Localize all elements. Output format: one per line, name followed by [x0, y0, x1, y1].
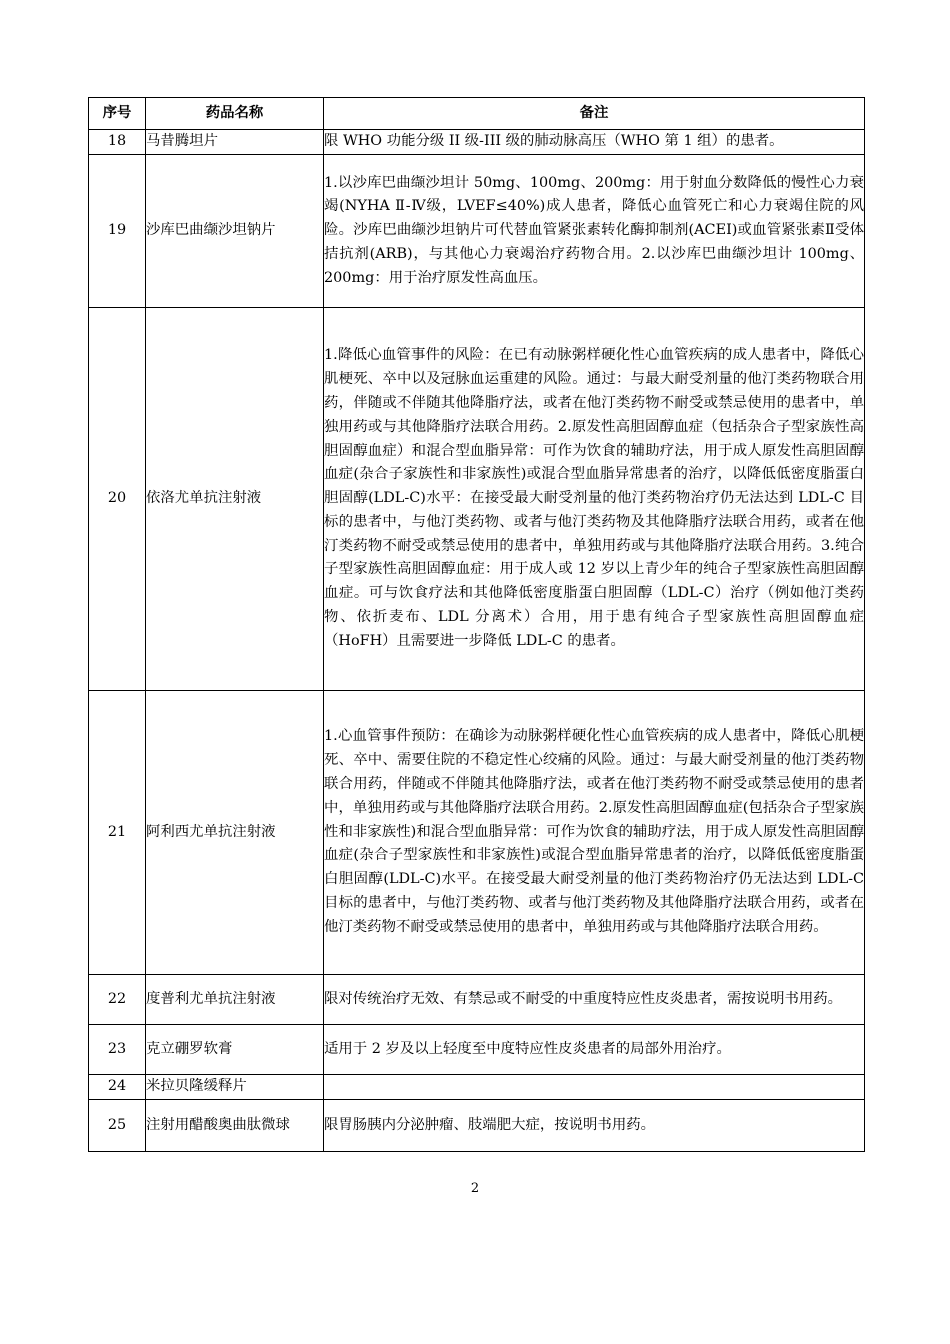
- row-num: 24: [89, 1075, 146, 1100]
- row-drug-name: 克立硼罗软膏: [146, 1025, 324, 1075]
- row-note: 限胃肠胰内分泌肿瘤、肢端肥大症，按说明书用药。: [324, 1100, 865, 1152]
- row-num: 18: [89, 130, 146, 155]
- row-note: 1.心血管事件预防：在确诊为动脉粥样硬化性心血管疾病的成人患者中，降低心肌梗死、卒中、需要住院的不稳定性心绞痛的风险。通过：与最大耐受剂量的他汀类药物联合用药，伴随或不伴随其他降脂疗法，或者在他汀类药物不耐受或禁忌使用的患者中，单独用药或与其他降脂疗法联合用药。2.原发性高胆固醇血症(包括杂合子型家族性和非家族性)和混合型血脂异常：可作为饮食的辅助疗法，用于成人原发性高胆固醇血症(杂合子型家族性和非家族性)或混合型血脂异常患者的治疗，以降低低密度脂蛋白胆固醇(LDL-C)水平。在接受最大耐受剂量的他汀类药物治疗仍无法达到 LDL-C 目标的患者中，与他汀类药物、或者与他汀类药物及其他降脂疗法联合用药，或者在他汀类药物不耐受或禁忌使用的患者中，单独用药或与其他降脂疗法联合用药。: [324, 691, 865, 975]
- table-row: [89, 155, 865, 308]
- header-name: 药品名称: [146, 98, 324, 130]
- table-row: [89, 1100, 865, 1152]
- row-note: 1.降低心血管事件的风险：在已有动脉粥样硬化性心血管疾病的成人患者中，降低心肌梗死、卒中以及冠脉血运重建的风险。通过：与最大耐受剂量的他汀类药物联合用药，伴随或不伴随其他降脂疗法，或者在他汀类药物不耐受或禁忌使用的患者中，单独用药或与其他降脂疗法联合用药。2.原发性高胆固醇血症（包括杂合子型家族性高胆固醇血症）和混合型血脂异常：可作为饮食的辅助疗法，用于成人原发性高胆固醇血症(杂合子家族性和非家族性)或混合型血脂异常患者的治疗，以降低低密度脂蛋白胆固醇(LDL-C)水平：在接受最大耐受剂量的他汀类药物治疗仍无法达到 LDL-C 目标的患者中，与他汀类药物、或者与他汀类药物及其他降脂疗法联合用药，或者在他汀类药物不耐受或禁忌使用的患者中，单独用药或与其他降脂疗法联合用药。3.纯合子型家族性高胆固醇血症：用于成人或 12 岁以上青少年的纯合子型家族性高胆固醇血症。可与饮食疗法和其他降低密度脂蛋白胆固醇（LDL-C）治疗（例如他汀类药物、依折麦布、LDL 分离术）合用，用于患有纯合子型家族性高胆固醇血症（HoFH）且需要进一步降低 LDL-C 的患者。: [324, 308, 865, 691]
- row-num: 25: [89, 1100, 146, 1152]
- page-number: 2: [470, 1181, 480, 1196]
- drug-table: [88, 97, 865, 1152]
- row-num: 19: [89, 155, 146, 308]
- table-row: [89, 130, 865, 155]
- row-drug-name: 沙库巴曲缬沙坦钠片: [146, 155, 324, 308]
- row-note: 限对传统治疗无效、有禁忌或不耐受的中重度特应性皮炎患者，需按说明书用药。: [324, 975, 865, 1025]
- row-drug-name: 阿利西尤单抗注射液: [146, 691, 324, 975]
- header-num: 序号: [89, 98, 146, 130]
- row-note: 适用于 2 岁及以上轻度至中度特应性皮炎患者的局部外用治疗。: [324, 1025, 865, 1075]
- table-row: [89, 1075, 865, 1100]
- row-drug-name: 度普利尤单抗注射液: [146, 975, 324, 1025]
- row-note: 限 WHO 功能分级 II 级-III 级的肺动脉高压（WHO 第 1 组）的患者。: [324, 130, 865, 155]
- header-note: 备注: [324, 98, 865, 130]
- table-header-row: [89, 98, 865, 130]
- row-drug-name: 注射用醋酸奥曲肽微球: [146, 1100, 324, 1152]
- row-num: 21: [89, 691, 146, 975]
- row-drug-name: 马昔腾坦片: [146, 130, 324, 155]
- table-row: [89, 308, 865, 691]
- table-row: [89, 975, 865, 1025]
- table-row: [89, 1025, 865, 1075]
- row-note: 1.以沙库巴曲缬沙坦计 50mg、100mg、200mg：用于射血分数降低的慢性心力衰竭(NYHA Ⅱ-Ⅳ级，LVEF≤40%)成人患者，降低心血管死亡和心力衰竭住院的风险。沙库巴曲缬沙坦钠片可代替血管紧张素转化酶抑制剂(ACEI)或血管紧张素Ⅱ受体拮抗剂(ARB)，与其他心力衰竭治疗药物合用。2.以沙库巴曲缬沙坦计 100mg、200mg：用于治疗原发性高血压。: [324, 155, 865, 308]
- table-row: [89, 691, 865, 975]
- row-drug-name: 依洛尤单抗注射液: [146, 308, 324, 691]
- row-num: 22: [89, 975, 146, 1025]
- row-drug-name: 米拉贝隆缓释片: [146, 1075, 324, 1100]
- row-num: 23: [89, 1025, 146, 1075]
- row-note: [324, 1075, 865, 1100]
- row-num: 20: [89, 308, 146, 691]
